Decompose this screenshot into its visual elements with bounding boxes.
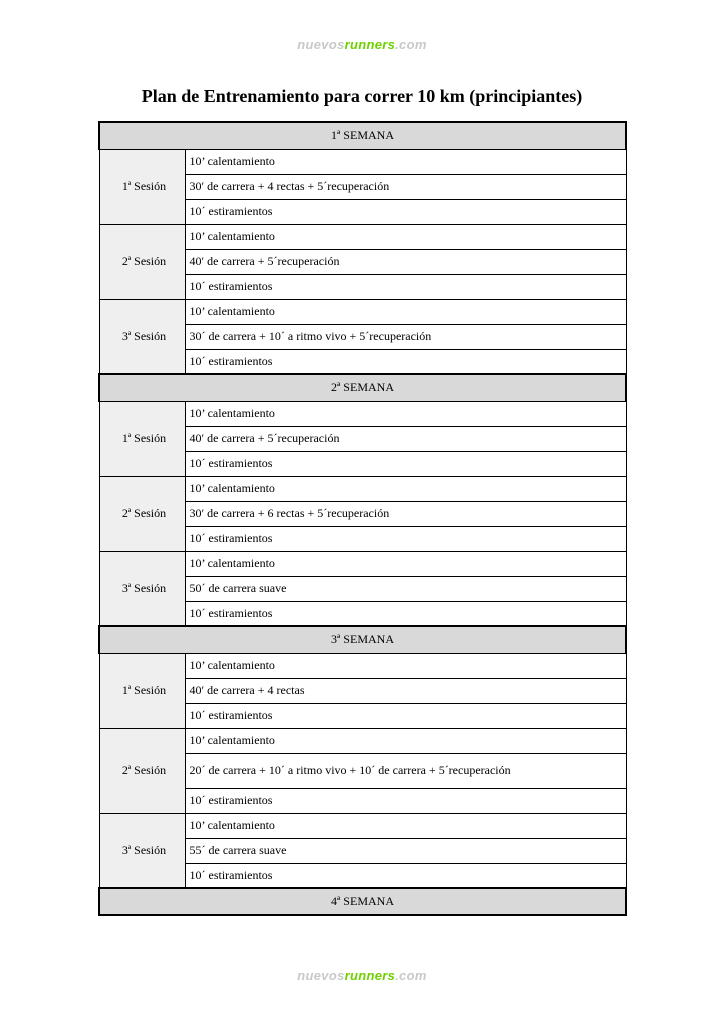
logo-part2: runners [344,37,396,52]
week-header-row [99,122,626,149]
session-row [99,149,626,174]
training-plan-table [98,121,627,916]
header-logo [0,37,724,52]
session-item: 10’ calentamiento [185,224,626,249]
session-item: 10´ estiramientos [185,349,626,374]
week-label: 4ª SEMANA [99,888,626,915]
session-row [99,401,626,426]
session-row [99,476,626,501]
session-item: 10´ estiramientos [185,601,626,626]
session-row [99,653,626,678]
session-item: 10´ estiramientos [185,526,626,551]
session-item: 10´ estiramientos [185,863,626,888]
week-header-row [99,888,626,915]
session-label: 3ª Sesión [99,299,185,374]
footer-logo [0,968,724,983]
session-item: 10’ calentamiento [185,728,626,753]
session-item: 10´ estiramientos [185,703,626,728]
session-row [99,551,626,576]
logo-part3: .com [395,968,427,983]
session-label: 2ª Sesión [99,728,185,813]
session-item: 30′ de carrera + 6 rectas + 5´recuperación [185,501,626,526]
session-item: 30´ de carrera + 10´ a ritmo vivo + 5´recuperación [185,324,626,349]
session-item: 10’ calentamiento [185,299,626,324]
session-item: 40′ de carrera + 5´recuperación [185,426,626,451]
logo-part1: nuevos [297,37,345,52]
session-item: 10’ calentamiento [185,653,626,678]
session-label: 1ª Sesión [99,653,185,728]
session-label: 2ª Sesión [99,224,185,299]
session-item: 10´ estiramientos [185,451,626,476]
week-header-row [99,626,626,653]
session-item: 40′ de carrera + 4 rectas [185,678,626,703]
session-label: 2ª Sesión [99,476,185,551]
week-label: 3ª SEMANA [99,626,626,653]
session-item: 10´ estiramientos [185,199,626,224]
week-label: 1ª SEMANA [99,122,626,149]
session-label: 3ª Sesión [99,551,185,626]
session-item: 40′ de carrera + 5´recuperación [185,249,626,274]
session-item: 50´ de carrera suave [185,576,626,601]
week-header-row [99,374,626,401]
session-item: 10’ calentamiento [185,813,626,838]
logo-part1: nuevos [297,968,345,983]
session-item: 55´ de carrera suave [185,838,626,863]
week-label: 2ª SEMANA [99,374,626,401]
session-item: 10´ estiramientos [185,788,626,813]
logo-part2: runners [344,968,396,983]
logo-part3: .com [395,37,427,52]
session-label: 3ª Sesión [99,813,185,888]
session-row [99,813,626,838]
page-title: Plan de Entrenamiento para correr 10 km (principiantes) [141,86,583,106]
session-item: 10’ calentamiento [185,476,626,501]
session-label: 1ª Sesión [99,149,185,224]
session-item: 20´ de carrera + 10´ a ritmo vivo + 10´ de carrera + 5´recuperación [185,753,626,788]
session-item: 30′ de carrera + 4 rectas + 5´recuperación [185,174,626,199]
session-row [99,299,626,324]
session-row [99,224,626,249]
session-item: 10’ calentamiento [185,551,626,576]
session-item: 10’ calentamiento [185,149,626,174]
session-item: 10’ calentamiento [185,401,626,426]
session-label: 1ª Sesión [99,401,185,476]
session-item: 10´ estiramientos [185,274,626,299]
session-row [99,728,626,753]
